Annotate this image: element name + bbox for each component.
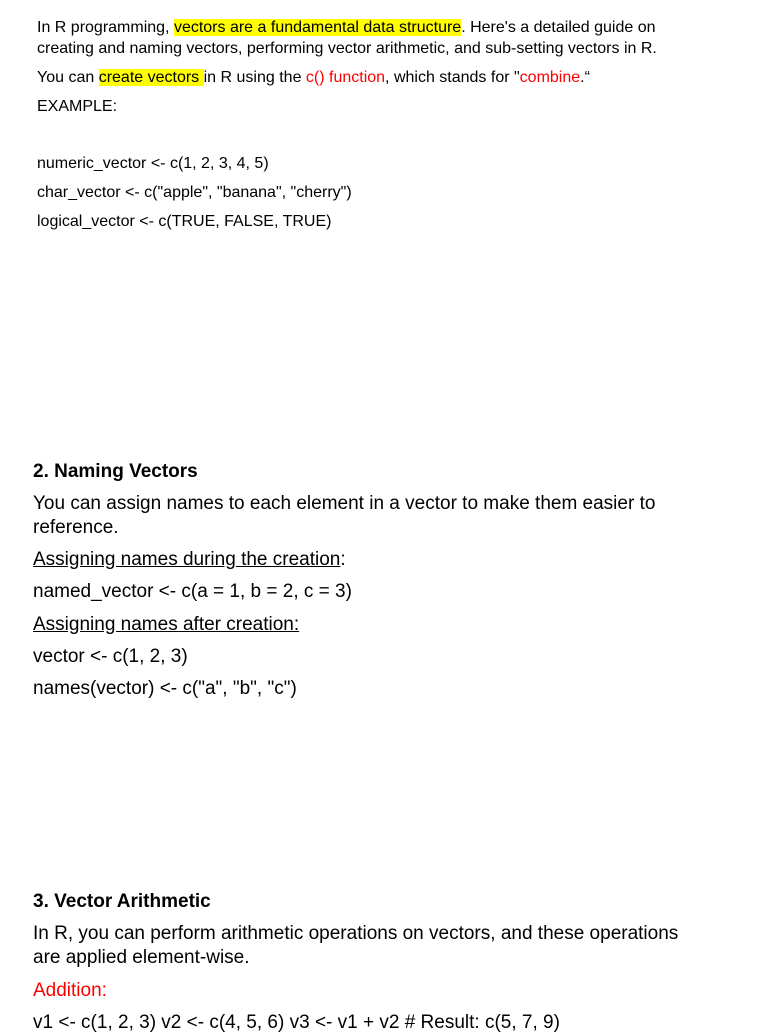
code-line: v1 <- c(1, 2, 3) v2 <- c(4, 5, 6) v3 <- v1 + v2 # Result: c(5, 7, 9)	[33, 1012, 560, 1033]
addition-label: Addition:	[33, 980, 107, 1001]
example-label: EXAMPLE:	[37, 98, 118, 115]
c-function-text: c() function	[305, 69, 386, 86]
create-mid2: , which stands for "	[385, 69, 520, 86]
intro-text: In R programming,	[37, 19, 174, 36]
intro-line-2: creating and naming vectors, performing vector arithmetic, and sub-setting vectors in R.	[37, 40, 657, 57]
section-heading: 2. Naming Vectors	[33, 461, 198, 482]
naming-desc-line-1: You can assign names to each element in a vector to make them easier to	[33, 493, 656, 514]
intro-highlight: vectors are a fundamental data structure	[173, 19, 462, 36]
code-line: vector <- c(1, 2, 3)	[33, 646, 188, 667]
create-vectors-line	[37, 69, 590, 87]
intro-line-1	[37, 19, 656, 37]
assign-during-label	[33, 549, 346, 571]
create-end: .“	[580, 69, 590, 86]
combine-text: combine	[519, 69, 581, 86]
assign-after-label: Assigning names after creation:	[33, 614, 300, 635]
code-line: named_vector <- c(a = 1, b = 2, c = 3)	[33, 581, 352, 602]
create-prefix: You can	[37, 69, 99, 86]
code-line: names(vector) <- c("a", "b", "c")	[33, 678, 297, 699]
section-heading: 3. Vector Arithmetic	[33, 891, 211, 912]
code-line: numeric_vector <- c(1, 2, 3, 4, 5)	[37, 155, 269, 172]
assign-during-colon: :	[340, 549, 346, 570]
create-highlight: create vectors	[98, 69, 204, 86]
arith-desc-line-1: In R, you can perform arithmetic operations on vectors, and these operations	[33, 923, 679, 944]
assign-during-underlined: Assigning names during the creation	[33, 549, 341, 570]
code-line: char_vector <- c("apple", "banana", "cherry")	[37, 184, 352, 201]
create-mid: in R using the	[203, 69, 306, 86]
intro-text-suffix: . Here's a detailed guide on	[461, 19, 656, 36]
arith-desc-line-2: are applied element-wise.	[33, 947, 250, 968]
naming-desc-line-2: reference.	[33, 517, 119, 538]
code-line: logical_vector <- c(TRUE, FALSE, TRUE)	[37, 213, 332, 230]
